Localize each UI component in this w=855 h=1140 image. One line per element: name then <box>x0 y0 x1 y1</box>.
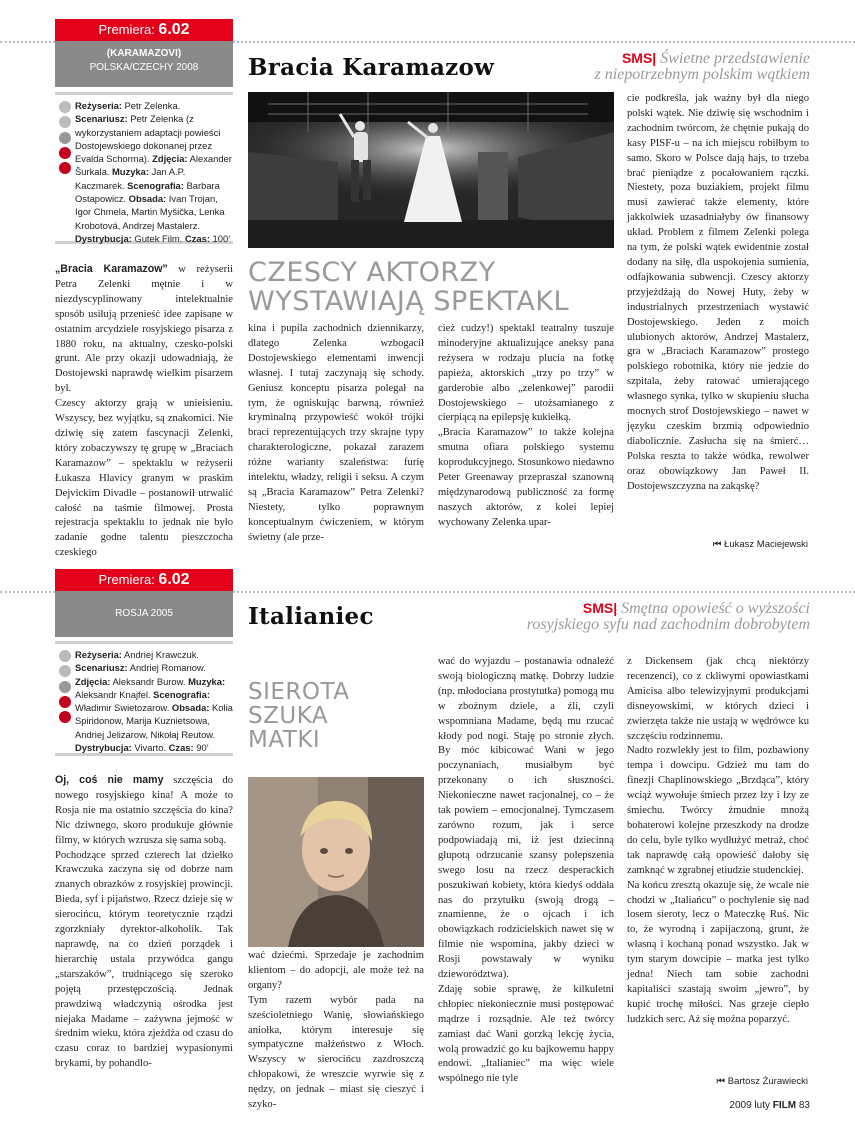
premiere-date: 6.02 <box>158 571 190 588</box>
credit-value: Petr Zelenka. <box>121 100 181 111</box>
column-1-1 <box>55 262 233 561</box>
credit-value: Alexander Šurkala. <box>75 153 232 178</box>
credits-text <box>75 99 233 245</box>
credit-key: Czas: <box>168 742 194 754</box>
column-2-1 <box>55 773 233 1072</box>
credit-key: Scenariusz: <box>75 662 128 674</box>
body-text: Na końcu zresztą okazuje się, że wcale nie chodzi w „Italiańcu” o pochylenie się nad losem sieroty, lecz o Mateczkę Ruś. Nic to, że wyrodną i zapijaczoną, grunt, że własną i kochaną ponad wszystko. Jak w tym starym dowcipie – matka jest tylko jedna! Niech tam sobie zachodni kapitaliści szastają swoim „jewro”, by kupić trochę miłości. Nas grzeje ciepło ludzkich serc. Aż się można poparzyć. <box>627 879 809 1025</box>
body-text: w reżyserii Petra Zelenki mętnie i w niezdyscyplinowany intelektualnie sposób usiłują przenieść idee zapisane w ostatnim arcydziele rosyjskiego pisarza z 1880 roku, na aktualny, czesko-polski grunt. Ale przy okazji udowadniają, że Dostojewski naprawdę wielkim pisarzem był. <box>55 264 233 395</box>
credit-value: Aleksandr Burow. <box>110 675 189 687</box>
credit-value: Ivan Trojan, Igor Chmela, Martin Myšička, Lenka Krobotová, Andrzej Mastalerz. <box>75 193 225 231</box>
headline-2 <box>248 680 350 752</box>
author-name: Łukasz Maciejewski <box>724 539 808 550</box>
body-text: Czescy aktorzy grają w unieisieniu. Wszyscy, bez wyjątku, są znakomici. Nie dziwię się zatem fascynacji Zelenki, który zobaczywszy tę grupę w „Braciach Karamazow” – spektaklu w reżyserii Łukasza Hlavicy granym w praskim Dejvickim Divadle – postanowił utrwalić całość na taśmie filmowej. Prosta rejestracja spektaklu to jednak nie było zadanie godne talentu pieszczocha czeskiego <box>55 398 233 559</box>
headline-line: MATKI <box>248 727 321 753</box>
credit-value: Petr Zelenka (z wykorzystaniem adaptacji powieści Dostojewskiego dokonanej przez Evalda Schorma). <box>75 113 221 165</box>
credit-key: Muzyka: <box>188 675 226 687</box>
credit-value: 90’ <box>193 742 209 754</box>
review-title-2: Italianiec <box>248 603 374 630</box>
rating-dot <box>59 147 71 159</box>
premiere-banner-1 <box>55 19 233 41</box>
credit-key: Obsada: <box>171 702 210 714</box>
column-1-2 <box>248 322 424 546</box>
body-text: „Bracia Karamazow” to także kolejna smutna ofiara polskiego systemu koprodukcyjnego. Stosunkowo niedawno Peter Greenaway przepraszał szanowną międzynarodową publiczność za formę naszych aktorów, z kolei lepiej wychowany Zelenka upar- <box>438 427 614 528</box>
film-origin: POLSKA/CZECHY 2008 <box>89 62 199 73</box>
rating-dot <box>59 162 71 174</box>
credit-key: Obsada: <box>128 193 167 205</box>
body-text: wać do wyjazdu – postanawia odnaleźć swoją biologiczną matkę. Dobrzy ludzie (np. młodociana prostytutka) pomogą mu w zbożnym dziele, a źli, czyli wspomniana Madame, będą mu rzucać kłody pod nogi. Staję po stronie złych. By móc kibicować Wani w jego poczynaniach, musiałbym być przekonany o ich słuszności. Niekonieczne nawet racjonalnej, co – że tak powiem – emocjonalnej. Tymczasem zarówno rozum, jak i serce podpowiadają mi, iż jest dziecinną głupotą odrzucanie szansy polepszenia swego losu na rzecz desperackich poszukiwań kobiety, która kiedyś oddała nas do przytułku (swoją drogą – znamienne, że o ojcach i ich obowiązkach rodzicielskich nawet się w filmie nie wspomina, jakby dzieci w Rosji powstawały w wyniku dzieworództwa). <box>438 656 614 981</box>
headline-line: CZESCY AKTORZY <box>248 257 496 288</box>
premiere-banner-2 <box>55 569 233 591</box>
rating-dots <box>59 650 71 726</box>
column-1-4 <box>627 92 809 494</box>
headline-line: WYSTAWIAJĄ SPEKTAKL <box>248 286 570 317</box>
page-number: 83 <box>798 1100 810 1111</box>
author-arrow-icon: ⏮ <box>716 1076 726 1087</box>
credits-box-2 <box>55 641 233 756</box>
premiere-label: Premiera: <box>98 572 155 587</box>
credit-value: Andriej Romanow. <box>127 662 206 674</box>
credit-key: Dystrybucja: <box>75 742 132 754</box>
author-signature-2 <box>717 1076 808 1087</box>
dancers-image <box>248 92 614 248</box>
sms-line-2: rosyjskiego syfu nad zachodnim dobrobytem <box>526 616 810 633</box>
credit-key: Reżyseria: <box>75 649 122 660</box>
credits-text <box>75 648 233 754</box>
review-title-1: Bracia Karamazow <box>248 54 495 81</box>
film-origin-box-2 <box>55 591 233 637</box>
rating-dot <box>59 681 71 693</box>
credit-value: Kolia Spiridonow, Marija Kuznietsowa, Andriej Jelizarow, Nikołaj Reutow. <box>75 702 233 740</box>
column-1-3 <box>438 322 614 531</box>
column-2-3 <box>438 655 614 1087</box>
credit-key: Scenariusz: <box>75 113 128 125</box>
credit-key: Zdjęcia: <box>152 153 188 165</box>
body-text: Pochodzące sprzed czterech lat dziełko Krawczuka zaczyna się od dobrze nam znanych obrazków z rosyjskiej prowincji. Bieda, syf i pijaństwo. Rzecz dzieje się w sierocińcu, którym teoretycznie rządzi zgorzkniały dyrektor-alkoholik. Tak naprawdę, na co dzień porządek i hierarchię ustala przywódca gangu „starszaków”, trudniącego się szeroko pojętą przestępczością. Jednak prawdziwą władczynią ośrodka jest niejaka Madame – zażywna jejmość w średnim wieku, która zjeżdża od czasu do czasu coraz to bardziej wypasionymi brykami, by pohandlo- <box>55 849 233 1070</box>
premiere-date: 6.02 <box>158 21 190 38</box>
premiere-label: Premiera: <box>98 22 155 37</box>
lead-bold: „Bracia Karamazow” <box>55 263 168 275</box>
body-text: cież cudzy!) spektakl teatralny tuszuje minoderyjne aktualizujące aneksy pana reżysera w rodzaju plucia na fotkę papieża, aktorskich „trzy po trzy” w garderobie albo „zelenkowej” parodii Dostojewskiego – utożsamianego z cierpiącą na epilepsję kukiełką. <box>438 323 614 424</box>
rating-dots <box>59 101 71 177</box>
sms-verdict-1 <box>594 50 810 83</box>
rating-dot <box>59 711 71 723</box>
body-text: kina i pupila zachodnich dziennikarzy, dlatego Zelenka wzbogacił Dostojewskiego elementami inwencji własnej. I tutaj zaczynają się schody. Geniusz konceptu pisarza polegał na tym, że ogniskując barwną, również kryminalną przypowieść wokół trójki braci reprezentujących trzy skrajne typy charakterologiczne, pokazał zarazem różne warianty szaleństwa: furię intelektu, władzy, religii i seksu. A czym są „Bracia Karamazow” Petra Zelenki? Niestety, tylko poprawnym konceptualnym ćwiczeniem, w którym świetny (ale prze- <box>248 323 424 543</box>
credit-value: Gutek Film. <box>131 232 185 244</box>
sms-tag: SMS| <box>582 600 618 616</box>
rating-dot <box>59 132 71 144</box>
credit-value: 100’ <box>209 232 231 244</box>
credit-key: Reżyseria: <box>75 100 122 111</box>
body-text: z Dickensem (jak chcą niektórzy recenzenci), co z ckliwymi opowiastkami Amicisa albo telewizyjnymi produkcjami disneyowskimi, w których dzieci i zwierzęta także nie ustają w wędrówce ku szczęściu rodzinnemu. <box>627 656 809 742</box>
body-text: wać dziećmi. Sprzedaje je zachodnim klientom – do adopcji, ale może też na organy? <box>248 950 424 991</box>
author-name: Bartosz Żurawiecki <box>727 1076 808 1087</box>
sms-line-1: Smętna opowieść o wyższości <box>621 600 810 617</box>
credit-value: Vivarto. <box>131 742 169 754</box>
film-origin: ROSJA 2005 <box>115 608 173 619</box>
credit-value: Andriej Krawczuk. <box>121 649 200 660</box>
credit-key: Scenografia: <box>153 688 210 700</box>
credit-key: Zdjęcia: <box>75 675 111 687</box>
credit-key: Scenografia: <box>127 179 184 191</box>
rating-dot <box>59 696 71 708</box>
still-photo-dancers <box>248 92 614 248</box>
page-footer <box>729 1100 810 1111</box>
lead-bold: Oj, coś nie mamy <box>55 774 164 786</box>
sms-line-2: z niepotrzebnym polskim wątkiem <box>594 66 810 83</box>
rating-dot <box>59 650 71 662</box>
body-text: cie podkreśla, jak ważny był dla niego polski wątek. Nie dziwię się wschodnim i zachodnim twórcom, że chętnie pukają do kasy PISF-u – na ich miejscu robiłbym to samo. Skoro w Polsce dają hajs, to trzeba brać pieniądze z pocałowaniem rączki. Niestety, poza buziakiem, projekt filmu musi zawierać także elementy, które jakkolwiek uzasadniałyby ów finansowy układ. Problem z filmem Zelenki polega na tym, że polski wątek ewidentnie został dodany na siłę, dla uspokojenia sumienia, odfajkowania subwencji. Czescy aktorzy przyjeżdżają do Nowej Huty, żeby w industrialnych przestrzeniach wystawić Dostojewskiego. Jeden z moich ulubionych aktorów, Andrzej Mastalerz, gra w „Braciach Karamazow” prostego polskiego robotnika, który nie jedzie do szpitala, żeby ratować umierającego własnego synka, tylko w skupieniu słucha mocnych strof Dostojewskiego – nawet w języku czeskim brzmią odpowiednio diabolicznie. Zasłucha się na śmierć… Polska reszta to także wódka, rewolwer oraz obowiązkowy Jan Paweł II. Dostojewszczyzna na zakąskę? <box>627 93 809 492</box>
body-text: Zdaję sobie sprawę, że kilkuletni chłopiec niekoniecznie musi postępować mądrze i rozsądnie. Ale też twórcy zamiast dać Wani gorzką lekcję życia, wolą prowadzić go ku bajkowemu happy endowi. „Italianiec” ma więc wiele wspólnego nie tyle <box>438 983 614 1085</box>
headline-line: SIEROTA <box>248 679 350 705</box>
column-2-4 <box>627 655 809 1028</box>
credit-value: Władimir Swietozarow. <box>75 702 172 714</box>
footer-magazine: FILM <box>772 1100 797 1111</box>
original-title: (KARAMAZOVI) <box>106 48 182 59</box>
sms-verdict-2 <box>527 600 810 633</box>
still-photo-boy <box>248 777 424 947</box>
headline-line: SZUKA <box>248 703 329 729</box>
body-text: Tym razem wybór pada na sześcioletniego Wanię, słowiańskiego aniołka, którym interesuje się sympatyczne małżeństwo z Włoch. Wszyscy w sierocińcu zazdroszczą chłopakowi, że wreszcie wyrwie się z nędzy, on jednak – miast się cieszyć i szyko- <box>248 994 424 1111</box>
rating-dot <box>59 116 71 128</box>
sms-line-1: Świetne przedstawienie <box>660 50 810 67</box>
rating-dot <box>59 665 71 677</box>
film-origin-box-1 <box>55 41 233 87</box>
column-2-2 <box>248 949 424 1113</box>
rating-dot <box>59 101 71 113</box>
credit-value: Aleksandr Knajfel. <box>75 688 154 700</box>
author-signature-1 <box>713 539 808 550</box>
body-text: szczęścia do nowego rosyjskiego kina! A może to Rosja nie ma ostatnio szczęścia do kina? Nic dziwnego, skoro produkuje głównie filmy, w których wzrusza się sama sobą. <box>55 775 234 846</box>
boy-image <box>248 777 424 947</box>
credit-value: Jan A.P. Kaczmarek. <box>75 166 186 191</box>
credit-key: Muzyka: <box>112 166 149 178</box>
headline-1 <box>248 258 569 316</box>
author-arrow-icon: ⏮ <box>712 539 722 550</box>
body-text: Nadto rozwlekły jest to film, pozbawiony tempa i dowcipu. Gdzież mu tam do finezji Chaplinowskiego „Brzdąca”, który wciąż wywołuje śmiech przez łzy i łzy ze śmiechu. Twórcy żmudnie mnożą bohaterowi kolejne przeszkody na drodze do celu, byle tylko wydłużyć metraż, choć tak naprawdę całą opowieść dałoby się zamknąć w zgrabnej etiudzie studenckiej. <box>627 745 809 876</box>
credits-box-1 <box>55 92 233 244</box>
sms-tag: SMS| <box>621 50 657 66</box>
footer-date: 2009 luty <box>729 1100 770 1111</box>
credit-key: Dystrybucja: <box>75 232 132 244</box>
credit-value: Barbara Ostapowicz. <box>75 179 220 205</box>
credit-key: Czas: <box>184 232 210 244</box>
